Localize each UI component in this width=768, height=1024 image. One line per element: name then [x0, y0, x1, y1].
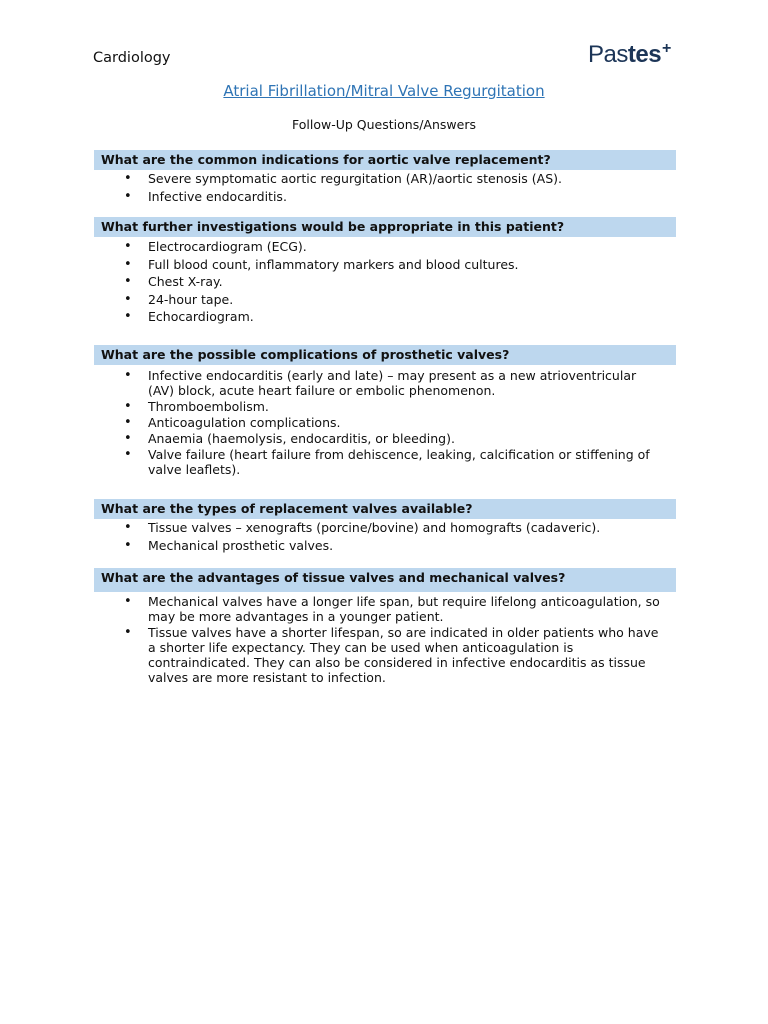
answer-item: • Thromboembolism. [94, 399, 676, 414]
question-heading: What are the common indications for aortic valve replacement? [94, 150, 676, 170]
subject-label: Cardiology [93, 50, 171, 66]
qa-section-complications [94, 345, 676, 478]
answer-list [94, 594, 676, 685]
logo-text-part1: Pas [588, 41, 628, 68]
answer-item: • Severe symptomatic aortic regurgitation (AR)/aortic stenosis (AS). [94, 171, 676, 186]
document-subtitle: Follow-Up Questions/Answers [292, 117, 476, 132]
answer-item: • Full blood count, inflammatory markers and blood cultures. [94, 257, 676, 272]
answer-item: • Valve failure (heart failure from dehiscence, leaking, calcification or stiffening of valve leaflets). [94, 447, 676, 477]
document-title: Atrial Fibrillation/Mitral Valve Regurgitation [223, 82, 545, 100]
answer-list [94, 171, 676, 204]
qa-section-advantages [94, 568, 676, 686]
logo-text-part2: tes [627, 41, 662, 68]
qa-section-valve-types [94, 499, 676, 555]
answer-item: • Infective endocarditis. [94, 189, 676, 204]
answer-item: • Mechanical prosthetic valves. [94, 538, 676, 553]
answer-item: • Echocardiogram. [94, 309, 676, 324]
question-heading: What are the advantages of tissue valves and mechanical valves? [94, 568, 676, 592]
question-heading: What further investigations would be appropriate in this patient? [94, 217, 676, 237]
answer-item: • Electrocardiogram (ECG). [94, 239, 676, 254]
answer-list [94, 239, 676, 324]
question-heading: What are the possible complications of prosthetic valves? [94, 345, 676, 365]
logo-plus-icon: + [662, 40, 671, 57]
answer-list [94, 368, 676, 477]
answer-item: • Anaemia (haemolysis, endocarditis, or bleeding). [94, 431, 676, 446]
answer-item: • Chest X-ray. [94, 274, 676, 289]
answer-item: • Anticoagulation complications. [94, 415, 676, 430]
answer-item: • Tissue valves – xenografts (porcine/bovine) and homografts (cadaveric). [94, 520, 676, 535]
answer-item: • Tissue valves have a shorter lifespan, so are indicated in older patients who have a shorter life expectancy. They can be used when anticoagulation is contraindicated. They can also be considered in infective endocarditis as tissue valves are more resistant to infection. [94, 625, 676, 685]
answer-item: • 24-hour tape. [94, 292, 676, 307]
qa-section-indications [94, 150, 676, 206]
question-heading: What are the types of replacement valves available? [94, 499, 676, 519]
answer-item: • Mechanical valves have a longer life span, but require lifelong anticoagulation, so may be more advantages in a younger patient. [94, 594, 676, 624]
answer-item: • Infective endocarditis (early and late) – may present as a new atrioventricular (AV) block, acute heart failure or embolic phenomenon. [94, 368, 676, 398]
pastest-logo [588, 40, 671, 69]
answer-list [94, 520, 676, 553]
qa-section-investigations [94, 217, 676, 327]
